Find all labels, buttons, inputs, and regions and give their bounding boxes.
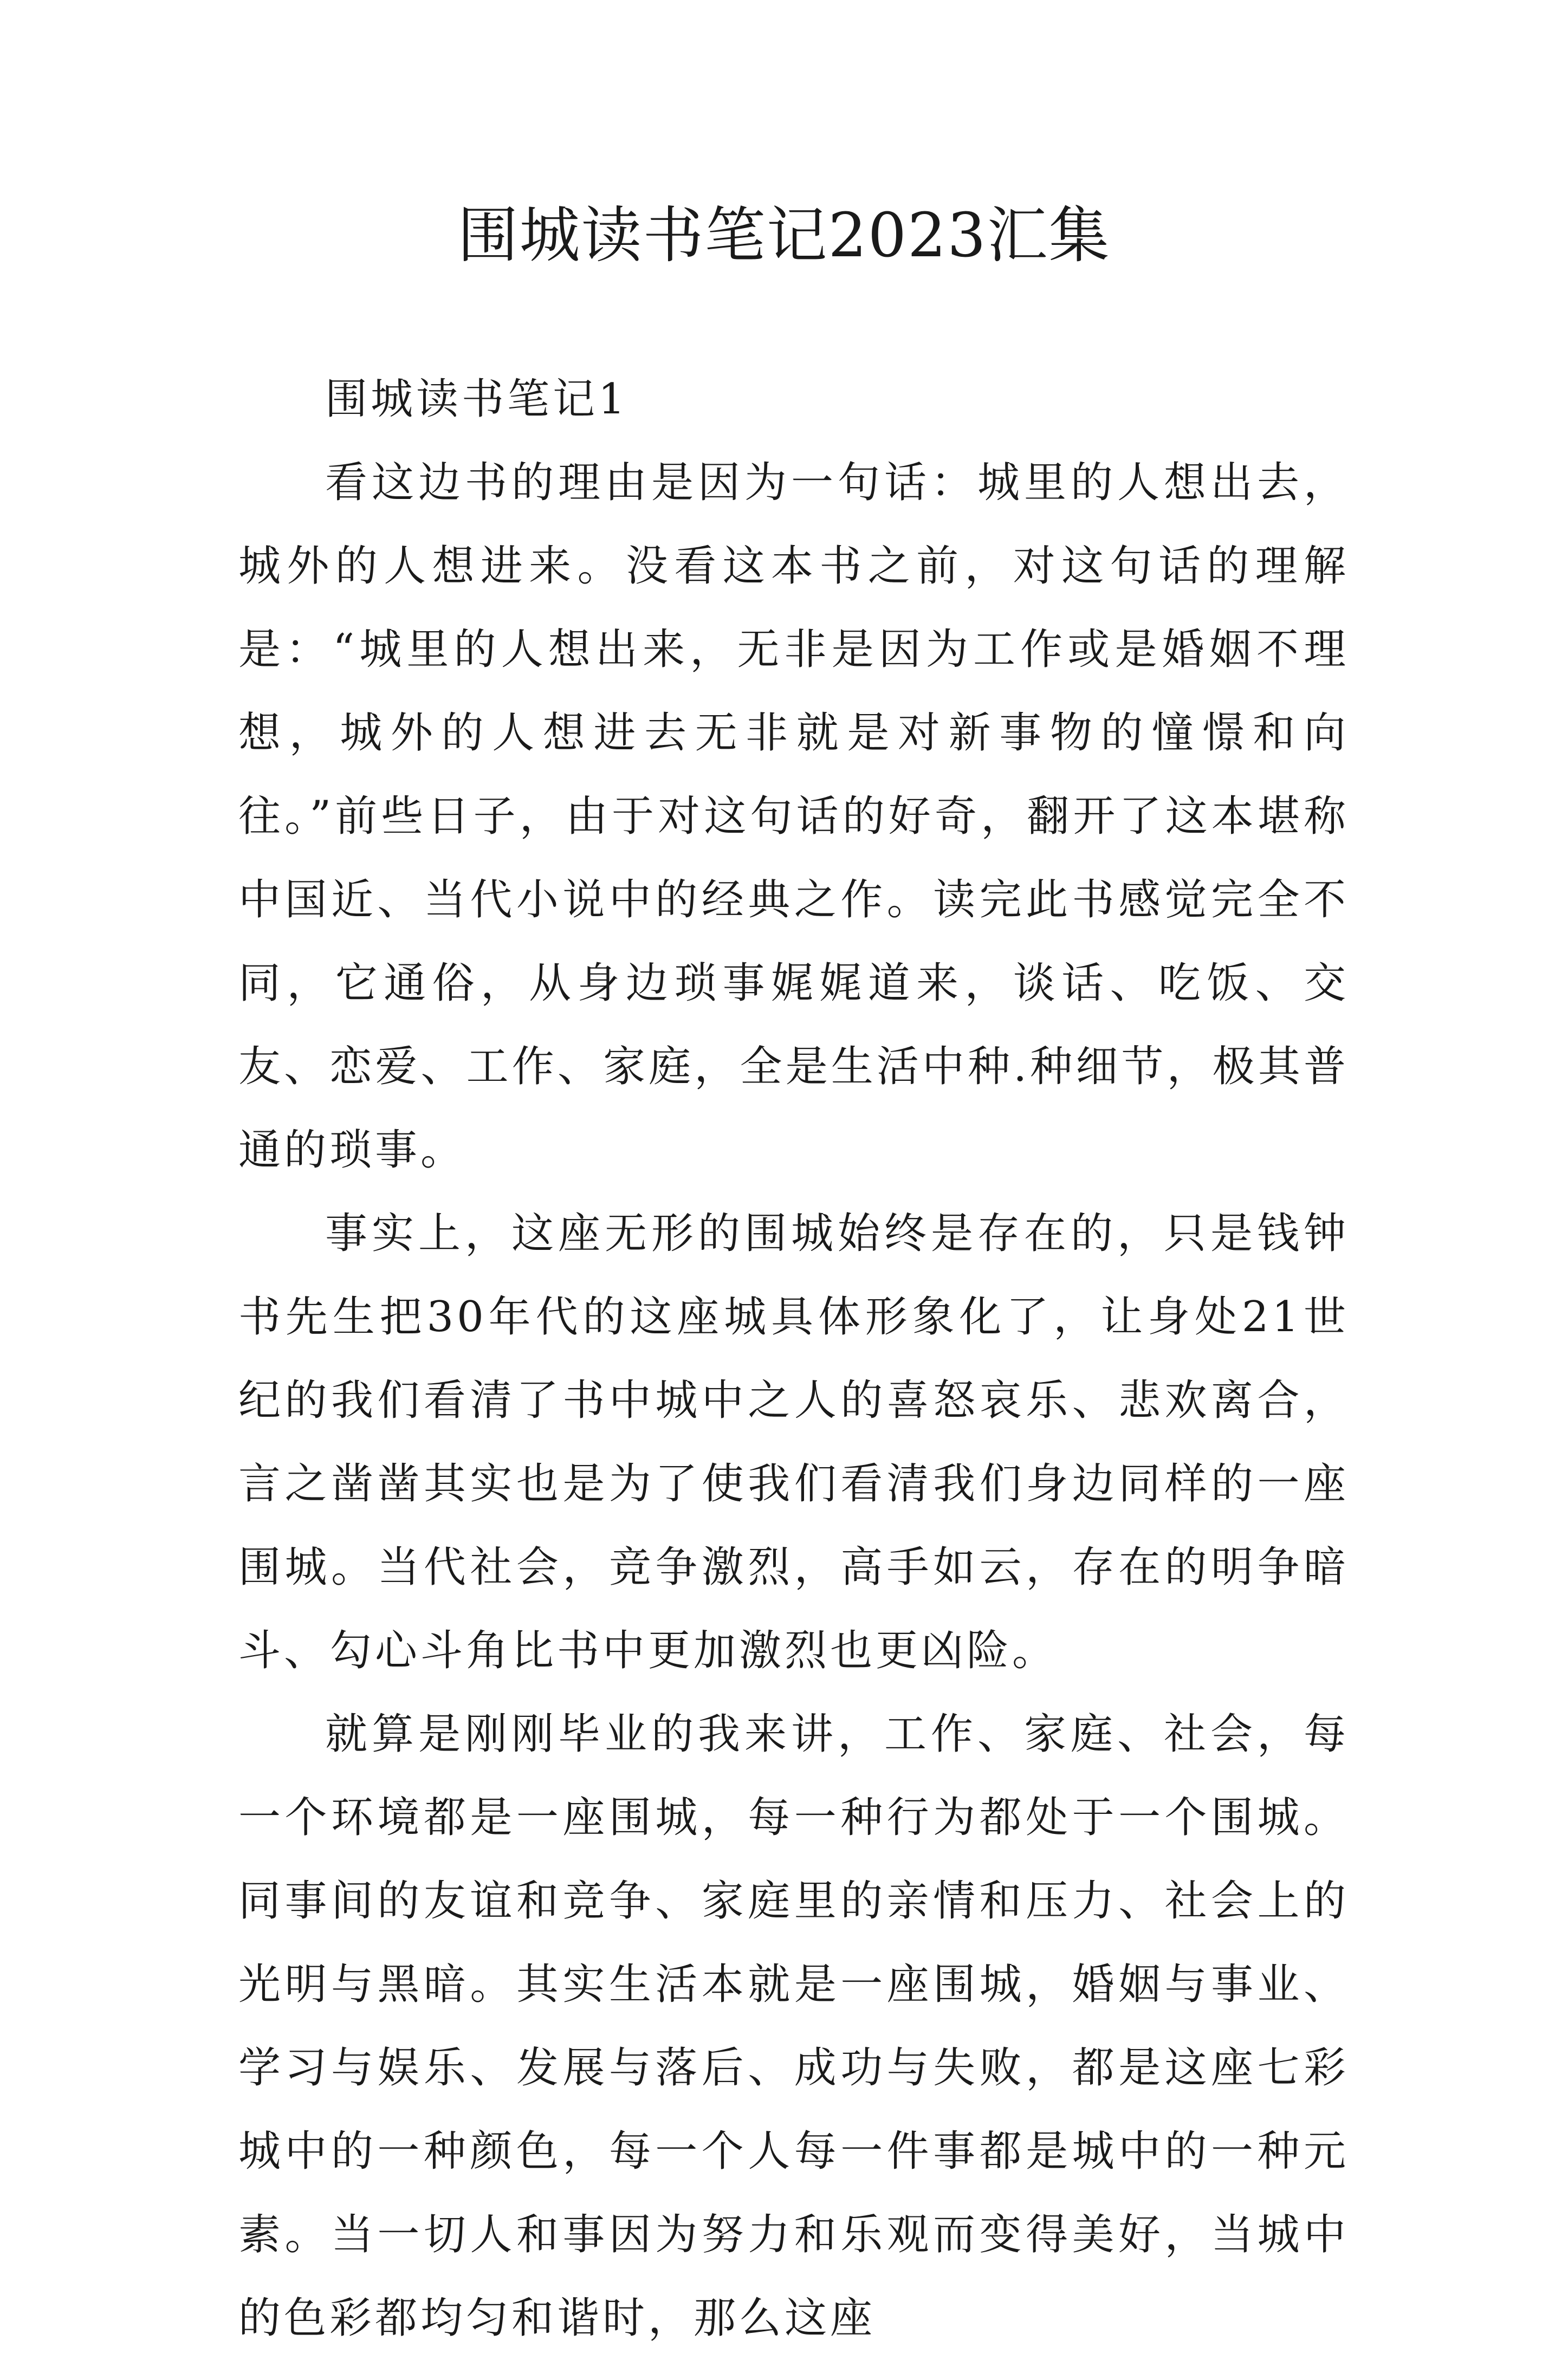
- document-title: 围城读书笔记2023汇集: [457, 200, 1111, 271]
- paragraph-1: 看这边书的理由是因为一句话：城里的人想出去，城外的人想进来。没看这本书之前，对这句话的理解是：“城里的人想出来，无非是因为工作或是婚姻不理想，城外的人想进去无非就是对新事物的憧憬和向往。”前些日子，由于对这句话的好奇，翻开了这本堪称中国近、当代小说中的经典之作。读完此书感觉完全不同，它通俗，从身边琐事娓娓道来，谈话、吃饭、交友、恋爱、工作、家庭，全是生活中种.种细节，极其普通的琐事。: [238, 458, 1349, 1175]
- section-heading: 围城读书笔记1: [325, 375, 629, 424]
- paragraph-3: 就算是刚刚毕业的我来讲，工作、家庭、社会，每一个环境都是一座围城，每一种行为都处于一个围城。同事间的友谊和竞争、家庭里的亲情和压力、社会上的光明与黑暗。其实生活本就是一座围城，婚姻与事业、学习与娱乐、发展与落后、成功与失败，都是这座七彩城中的一种颜色，每一个人每一件事都是城中的一种元素。当一切人和事因为努力和乐观而变得美好，当城中的色彩都均匀和谐时，那么这座: [238, 1710, 1349, 2343]
- document-body: [238, 358, 1349, 2360]
- paragraph-2: 事实上，这座无形的围城始终是存在的，只是钱钟书先生把30年代的这座城具体形象化了，让身处21世纪的我们看清了书中城中之人的喜怒哀乐、悲欢离合，言之凿凿其实也是为了使我们看清我们身边同样的一座围城。当代社会，竞争激烈，高手如云，存在的明争暗斗、勾心斗角比书中更加激烈也更凶险。: [238, 1209, 1349, 1675]
